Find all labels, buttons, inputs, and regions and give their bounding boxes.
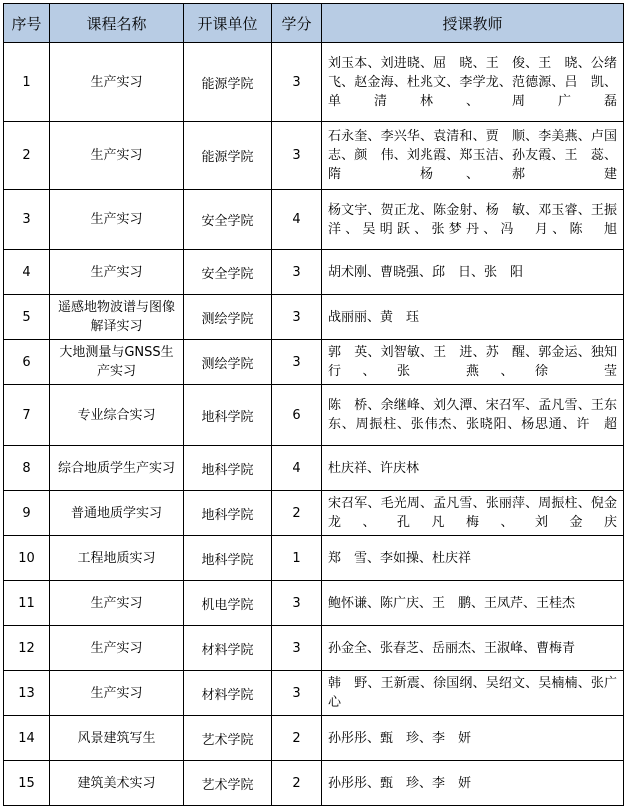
row-credit: 3 <box>272 43 322 122</box>
row-course: 建筑美术实习 <box>50 761 184 806</box>
row-unit: 机电学院 <box>184 581 272 626</box>
row-teachers: 孙彤彤、甄 珍、李 妍 <box>322 716 624 761</box>
table-row <box>4 581 624 626</box>
table-row <box>4 190 624 250</box>
row-credit: 3 <box>272 250 322 295</box>
row-unit: 能源学院 <box>184 43 272 122</box>
row-teachers: 杜庆祥、许庆林 <box>322 446 624 491</box>
row-course: 生产实习 <box>50 250 184 295</box>
row-no: 6 <box>4 340 50 385</box>
row-course: 专业综合实习 <box>50 385 184 446</box>
row-unit: 地科学院 <box>184 536 272 581</box>
header-course: 课程名称 <box>50 4 184 43</box>
table-row <box>4 295 624 340</box>
row-teachers: 宋召军、毛光周、孟凡雪、张丽萍、周振柱、倪金龙、孔凡梅、刘金庆 <box>322 491 624 536</box>
row-course: 生产实习 <box>50 43 184 122</box>
row-unit: 安全学院 <box>184 250 272 295</box>
header-no: 序号 <box>4 4 50 43</box>
row-unit: 地科学院 <box>184 446 272 491</box>
row-course: 大地测量与GNSS生产实习 <box>50 340 184 385</box>
row-no: 5 <box>4 295 50 340</box>
course-table <box>3 3 624 806</box>
row-unit: 地科学院 <box>184 385 272 446</box>
header-unit: 开课单位 <box>184 4 272 43</box>
row-unit: 材料学院 <box>184 626 272 671</box>
row-course: 综合地质学生产实习 <box>50 446 184 491</box>
row-unit: 测绘学院 <box>184 340 272 385</box>
row-credit: 4 <box>272 446 322 491</box>
table-row <box>4 761 624 806</box>
table-row <box>4 491 624 536</box>
row-credit: 4 <box>272 190 322 250</box>
row-teachers: 孙金全、张春芝、岳丽杰、王淑峰、曹梅青 <box>322 626 624 671</box>
row-credit: 3 <box>272 340 322 385</box>
table-row <box>4 122 624 190</box>
row-no: 9 <box>4 491 50 536</box>
table-row <box>4 671 624 716</box>
row-teachers: 陈 桥、余继峰、刘久潭、宋召军、孟凡雪、王东东、周振柱、张伟杰、张晓阳、杨思通、许 超 <box>322 385 624 446</box>
row-course: 生产实习 <box>50 190 184 250</box>
row-course: 生产实习 <box>50 671 184 716</box>
row-course: 工程地质实习 <box>50 536 184 581</box>
row-no: 1 <box>4 43 50 122</box>
row-credit: 2 <box>272 716 322 761</box>
row-no: 15 <box>4 761 50 806</box>
table-row <box>4 626 624 671</box>
row-teachers: 杨文宇、贺正龙、陈金射、杨 敏、邓玉睿、王振洋、吴明跃、张梦丹、冯 月、陈 旭 <box>322 190 624 250</box>
row-credit: 3 <box>272 295 322 340</box>
table-row <box>4 43 624 122</box>
row-unit: 艺术学院 <box>184 716 272 761</box>
row-credit: 6 <box>272 385 322 446</box>
row-teachers: 韩 野、王新震、徐国纲、吴绍文、吴楠楠、张广心 <box>322 671 624 716</box>
row-no: 7 <box>4 385 50 446</box>
row-course: 生产实习 <box>50 122 184 190</box>
row-no: 12 <box>4 626 50 671</box>
row-credit: 2 <box>272 491 322 536</box>
row-credit: 3 <box>272 581 322 626</box>
row-credit: 3 <box>272 626 322 671</box>
table-row <box>4 340 624 385</box>
row-teachers: 石永奎、李兴华、袁清和、贾 顺、李美燕、卢国志、颜 伟、刘兆霞、郑玉洁、孙友霞、王 蕊、隋 杨、郝 建 <box>322 122 624 190</box>
row-unit: 艺术学院 <box>184 761 272 806</box>
row-teachers: 刘玉本、刘进晓、屈 晓、王 俊、王 晓、公绪飞、赵金海、杜兆文、李学龙、范德源、吕 凯、单清林、周广磊 <box>322 43 624 122</box>
row-course: 遥感地物波谱与图像解译实习 <box>50 295 184 340</box>
row-teachers: 战丽丽、黄 珏 <box>322 295 624 340</box>
row-credit: 2 <box>272 761 322 806</box>
row-teachers: 郑 雪、李如操、杜庆祥 <box>322 536 624 581</box>
row-no: 3 <box>4 190 50 250</box>
row-course: 生产实习 <box>50 581 184 626</box>
row-unit: 材料学院 <box>184 671 272 716</box>
table-row <box>4 716 624 761</box>
row-no: 4 <box>4 250 50 295</box>
row-course: 生产实习 <box>50 626 184 671</box>
row-teachers: 鲍怀谦、陈广庆、王 鹏、王凤芹、王桂杰 <box>322 581 624 626</box>
table-row <box>4 536 624 581</box>
row-no: 10 <box>4 536 50 581</box>
row-unit: 安全学院 <box>184 190 272 250</box>
row-course: 风景建筑写生 <box>50 716 184 761</box>
table-row <box>4 446 624 491</box>
row-unit: 能源学院 <box>184 122 272 190</box>
table-row <box>4 385 624 446</box>
row-credit: 1 <box>272 536 322 581</box>
row-no: 8 <box>4 446 50 491</box>
header-teachers: 授课教师 <box>322 4 624 43</box>
table-row <box>4 250 624 295</box>
row-credit: 3 <box>272 671 322 716</box>
row-course: 普通地质学实习 <box>50 491 184 536</box>
row-teachers: 胡术刚、曹晓强、邱 日、张 阳 <box>322 250 624 295</box>
row-no: 2 <box>4 122 50 190</box>
row-teachers: 孙彤彤、甄 珍、李 妍 <box>322 761 624 806</box>
row-no: 11 <box>4 581 50 626</box>
header-row <box>4 4 624 43</box>
row-unit: 测绘学院 <box>184 295 272 340</box>
row-no: 13 <box>4 671 50 716</box>
row-credit: 3 <box>272 122 322 190</box>
header-credit: 学分 <box>272 4 322 43</box>
row-no: 14 <box>4 716 50 761</box>
row-teachers: 郭 英、刘智敏、王 进、苏 醒、郭金运、独知行、张 燕、徐 莹 <box>322 340 624 385</box>
row-unit: 地科学院 <box>184 491 272 536</box>
